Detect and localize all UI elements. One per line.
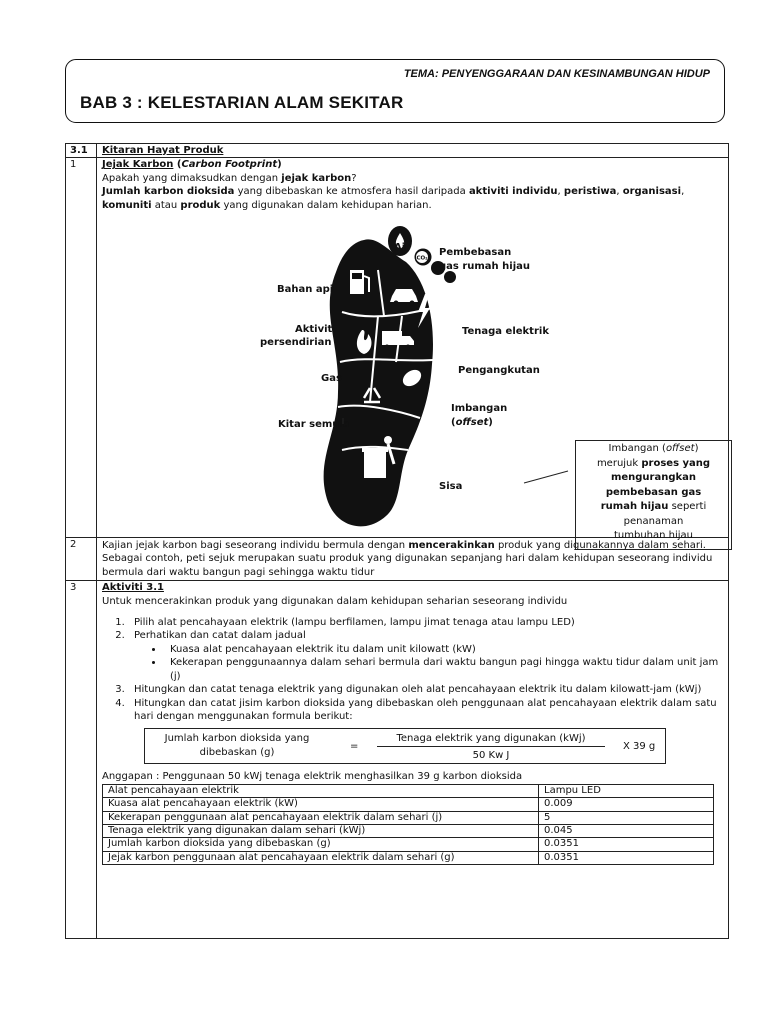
list-item: 2. Perhatikan dan catat dalam jadual • Kuasa alat pencahayaan elektrik itu dalam unit kilowatt (kW) • Kekerapan penggunaannya dalam sehari bermula dari waktu bangun pagi hingga waktu tidur dalam unit jam (j) [128,629,723,683]
row-number: 3 [66,581,97,939]
formula-box [144,728,666,764]
label-kitar-semula: Kitar semula [278,419,350,431]
label-imbangan: Imbangan [451,403,508,415]
table-cell-value: Lampu LED [539,784,714,797]
table-row [103,838,714,851]
table-cell-value: 5 [539,811,714,824]
label-pembebasan: Pembebasan [439,247,512,259]
table-row [103,824,714,837]
formula-denominator: 50 Kw J [472,750,510,762]
table-cell-label: Jumlah karbon dioksida yang dibebaskan (g) [103,838,539,851]
activity-intro: Untuk mencerakinkan produk yang digunakan dalam kehidupan seharian seseorang individu [102,595,568,607]
assumption-text: Anggapan : Penggunaan 50 kWj tenaga elektrik menghasilkan 39 g karbon dioksida [102,771,523,783]
offset-definition-box: Imbangan (offset) merujuk proses yang mengurangkan pembebasan gas rumah hijau seperti penanaman tumbuhan hijau [575,440,732,550]
table-cell-label: Kuasa alat pencahayaan elektrik (kW) [103,798,539,811]
fraction-line [377,746,605,747]
definition-text: Jumlah karbon dioksida yang dibebaskan ke atmosfera hasil daripada aktiviti individu, peristiwa, organisasi, komuniti atau produk yang digunakan dalam kehidupan harian. [102,186,685,211]
row-content [97,158,729,542]
sub-list [134,643,723,683]
table-row-1 [66,158,729,538]
section-title: Kitaran Hayat Produk [97,144,729,158]
label-gas-rumah-hijau: gas rumah hijau [439,261,531,273]
label-offset: (offset) [451,417,493,429]
chapter-title: BAB 3 : KELESTARIAN ALAM SEKITAR [80,93,404,112]
section-number: 3.1 [66,144,97,158]
label-gas: Gas [321,373,342,385]
table-cell-label: Kekerapan penggunaan alat pencahayaan elektrik dalam sehari (j) [103,811,539,824]
row-number: 1 [66,158,97,538]
table-row [103,811,714,824]
row-content: Kajian jejak karbon bagi seseorang individu bermula dengan mencerakinkan produk yang digunakannya dalam sehari. Sebagai contoh, peti sejuk merupakan suatu produk yang digunakan sepanjang hari dalam kehidupan seseorang individu bermula dari waktu bangun pagi sehingga waktu tidur [97,538,729,581]
table-cell-value: 0.009 [539,798,714,811]
table-cell-value: 0.0351 [539,851,714,864]
table-cell-value: 0.045 [539,824,714,837]
table-row [103,784,714,797]
label-aktiviti: Aktiviti [295,324,336,336]
row-number: 2 [66,538,97,581]
formula-numerator: Tenaga elektrik yang digunakan (kWj) [396,733,586,745]
table-cell-label: Tenaga elektrik yang digunakan dalam sehari (kWj) [103,824,539,837]
question-text: Apakah yang dimaksudkan dengan jejak karbon? [102,172,357,184]
label-pengangkutan: Pengangkutan [458,365,540,377]
table-cell-label: Alat pencahayaan elektrik [103,784,539,797]
result-table [102,784,714,865]
activity-heading: Aktiviti 3.1 [102,582,164,594]
label-persendirian: persendirian [260,337,332,349]
label-tenaga-elektrik: Tenaga elektrik [462,326,549,338]
table-row [103,851,714,864]
table-row-3 [66,581,729,939]
carbon-footprint-figure [102,212,723,542]
table-row-title [66,144,729,158]
table-row [103,798,714,811]
label-air: Air [394,242,411,254]
list-item: • Kekerapan penggunaannya dalam sehari bermula dari waktu bangun pagi hingga waktu tidur dalam unit jam (j) [164,656,723,683]
activity-steps [102,616,723,723]
formula-equals: = [350,741,359,753]
table-cell-value: 0.0351 [539,838,714,851]
header-box [65,59,725,123]
svg-text:CO₂: CO₂ [416,255,428,262]
list-item: • Kuasa alat pencahayaan elektrik itu dalam unit kilowatt (kW) [164,643,723,656]
formula-left: Jumlah karbon dioksida yang dibebaskan (g) [164,733,310,759]
formula-multiplier: X 39 g [623,741,656,753]
row-content [97,581,729,939]
notes-table [65,143,729,939]
theme-label: TEMA: PENYENGGARAAN DAN KESINAMBUNGAN HIDUP [403,68,710,80]
carbon-footprint-heading: Jejak Karbon (Carbon Footprint) [102,159,282,171]
offset-pointer-line [524,471,568,483]
list-item: 3. Hitungkan dan catat tenaga elektrik yang digunakan oleh alat pencahayaan elektrik itu dalam kilowatt-jam (kWj) [128,683,723,696]
list-item: 4. Hitungkan dan catat jisim karbon dioksida yang dibebaskan oleh penggunaan alat pencahayaan elektrik dalam satu hari dengan menggunakan formula berikut: [128,697,723,724]
table-cell-label: Jejak karbon penggunaan alat pencahayaan elektrik dalam sehari (g) [103,851,539,864]
list-item: 1. Pilih alat pencahayaan elektrik (lampu berfilamen, lampu jimat tenaga atau lampu LED) [128,616,723,629]
label-bahan-api: Bahan api [277,284,334,296]
label-sisa: Sisa [439,481,463,493]
